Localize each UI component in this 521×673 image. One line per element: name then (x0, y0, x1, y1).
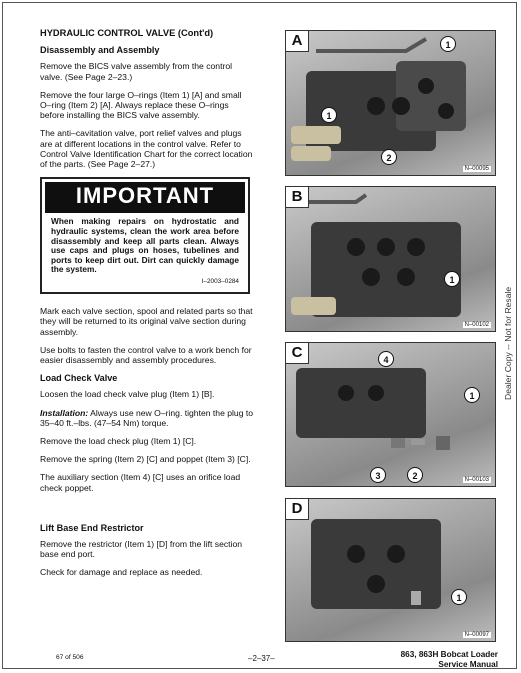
valve-illustration (286, 187, 496, 332)
callout: 1 (451, 589, 467, 605)
callout: 2 (407, 467, 423, 483)
callout: 1 (464, 387, 480, 403)
section-title: HYDRAULIC CONTROL VALVE (Cont'd) (40, 28, 214, 38)
manual-name: Service Manual (438, 659, 498, 669)
figure-letter: C (286, 343, 309, 364)
paragraph: The anti–cavitation valve, port relief valves and plugs are at different locations in the control valve. Refer to Control Valve Identification Chart for the correct location of the parts. (See Page 2–27.) (40, 128, 253, 170)
paragraph: Remove the restrictor (Item 1) [D] from the lift section base end port. (40, 539, 243, 560)
installation-paragraph (40, 408, 254, 428)
important-ref: I–2003–0284 (201, 278, 239, 285)
paragraph: Loosen the load check valve plug (Item 1) [B]. (40, 389, 215, 400)
installation-text: Always use new O–ring. tighten the plug to 35–40 ft.–lbs. (47–54 Nm) torque. (40, 407, 254, 428)
figure-code: N–00095 (464, 166, 489, 172)
valve-illustration (286, 499, 496, 642)
footer-title (400, 650, 498, 669)
text-column (40, 28, 254, 586)
paragraph: Mark each valve section, spool and related parts so that they will be returned to its original valve section during assembly. (40, 306, 253, 337)
installation-label: Installation: (40, 407, 89, 418)
figure-code: N–00103 (464, 477, 489, 483)
lift-base-heading: Lift Base End Restrictor (40, 522, 144, 533)
load-check-heading: Load Check Valve (40, 373, 118, 384)
callout: 1 (321, 107, 337, 123)
paragraph: Use bolts to fasten the control valve to a work bench for easier disassembly and assembly procedures. (40, 344, 252, 366)
figure-letter: A (286, 31, 309, 52)
callout: 2 (381, 149, 397, 165)
important-notice (40, 177, 250, 294)
paragraph: Remove the spring (Item 2) [C] and poppet (Item 3) [C]. (40, 454, 251, 465)
figure-c-photo (285, 342, 496, 487)
page-number: –2–37– (248, 654, 275, 663)
model-name: 863, 863H Bobcat Loader (400, 650, 498, 659)
callout: 1 (440, 36, 456, 52)
important-text: When making repairs on hydrostatic and hydraulic systems, clean the work area before disassembly and keep all parts clean. Always use caps and plugs on hoses, tubelines and ports to keep dirt out. Dirt can quickly damage the system. (51, 216, 239, 275)
callout: 1 (444, 271, 460, 287)
paragraph: Remove the BICS valve assembly from the control valve. (See Page 2–23.) (40, 61, 233, 82)
figure-a-photo (285, 30, 496, 176)
page-count: 67 of 506 (56, 654, 84, 661)
figure-letter: B (286, 187, 309, 208)
figure-d-photo (285, 498, 496, 642)
paragraph: Remove the load check plug (Item 1) [C]. (40, 436, 197, 447)
callout: 4 (378, 351, 394, 367)
paragraph: Remove the four large O–rings (Item 1) [A] and small O–ring (Item 2) [A]. Always replace these O–rings before installing the BICS valve assembly. (40, 89, 242, 121)
paragraph: The auxiliary section (Item 4) [C] uses an orifice load check poppet. (40, 472, 241, 493)
figure-code: N–00097 (464, 632, 489, 638)
figure-b-photo (285, 186, 496, 332)
disassembly-heading: Disassembly and Assembly (40, 45, 160, 56)
figure-code: N–00102 (464, 322, 489, 328)
paragraph: Check for damage and replace as needed. (40, 567, 203, 578)
callout: 3 (370, 467, 386, 483)
watermark: Dealer Copy -- Not for Resale (503, 286, 513, 400)
figure-letter: D (286, 499, 309, 520)
important-banner: IMPORTANT (45, 182, 245, 213)
